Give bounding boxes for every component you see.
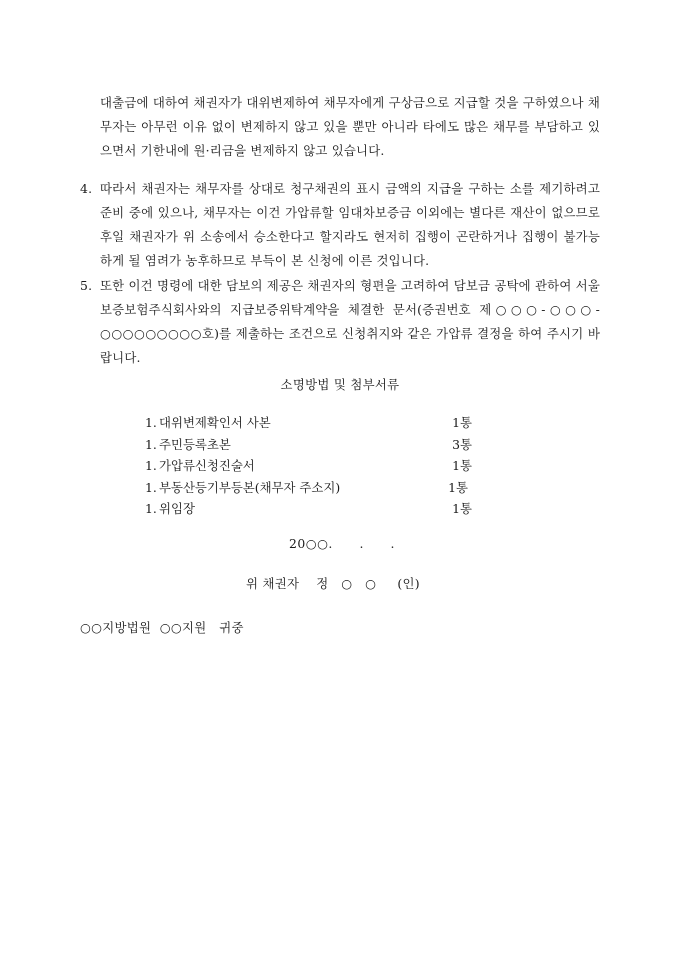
numbered-paragraph-5 [80, 274, 600, 370]
attachment-row [145, 434, 480, 456]
attachment-row [145, 477, 480, 499]
paragraph-text: 또한 이건 명령에 대한 담보의 제공은 채권자의 형편을 고려하여 담보금 공탁에 관하여 서울보증보험주식회사와의 지급보증위탁계약을 체결한 문서(증권번호 제○○○-○○○-○○○○○○○○○호)를 제출하는 조건으로 신청취지와 같은 가압류 결정을 하여 주시기 바랍니다. [100, 278, 600, 365]
document-date: 20○○. . . [289, 536, 395, 551]
attachment-name: 주민등록초본 [159, 436, 231, 452]
attachment-quantity: 1통 [452, 415, 472, 430]
paragraph-number: 4. [80, 181, 93, 196]
attachment-row [145, 412, 480, 434]
attachment-row [145, 455, 480, 477]
attachment-name: 가압류신청진술서 [159, 458, 255, 473]
attachment-name: 위임장 [159, 501, 195, 516]
attachment-row [145, 498, 480, 520]
attachments-title: 소명방법 및 첨부서류 [280, 377, 400, 392]
paragraph-text: 따라서 채권자는 채무자를 상대로 청구채권의 표시 금액의 지급을 구하는 소를 제기하려고 준비 중에 있으나, 채무자는 이건 가압류할 임대차보증금 이외에는 별다른 재산이 없으므로 후일 채권자가 위 소송에서 승소한다고 할지라도 현저히 집행이 곤란하거나 집행이 불가능하게 될 염려가 농후하므로 부득이 본 신청에 이른 것입니다. [100, 181, 600, 268]
attachment-number: 1. [145, 501, 157, 516]
attachment-name: 대위변제확인서 사본 [159, 415, 271, 430]
attachment-number: 1. [145, 436, 157, 452]
attachment-quantity: 1통 [452, 501, 472, 516]
paragraph-continuation: 대출금에 대하여 채권자가 대위변제하여 채무자에게 구상금으로 지급할 것을 구하였으나 채무자는 아무런 이유 없이 변제하지 않고 있을 뿐만 아니라 타에도 많은 채무를 부담하고 있으면서 기한내에 원·리금을 변제하지 않고 있습니다. [100, 95, 600, 158]
attachment-quantity: 1통 [448, 479, 468, 495]
attachment-number: 1. [145, 479, 157, 495]
paragraph-number: 5. [80, 278, 93, 293]
court-addressee: ○○지방법원 ○○지원 귀중 [80, 620, 244, 635]
attachment-number: 1. [145, 415, 157, 430]
numbered-paragraph-4 [80, 177, 600, 273]
attachment-number: 1. [145, 458, 157, 473]
attachments-list [145, 412, 480, 520]
creditor-signature: 위 채권자 정 ○ ○ (인) [246, 576, 420, 591]
attachment-quantity: 3통 [452, 436, 472, 452]
attachment-quantity: 1통 [452, 458, 472, 473]
attachment-name: 부동산등기부등본(채무자 주소지) [159, 479, 341, 495]
